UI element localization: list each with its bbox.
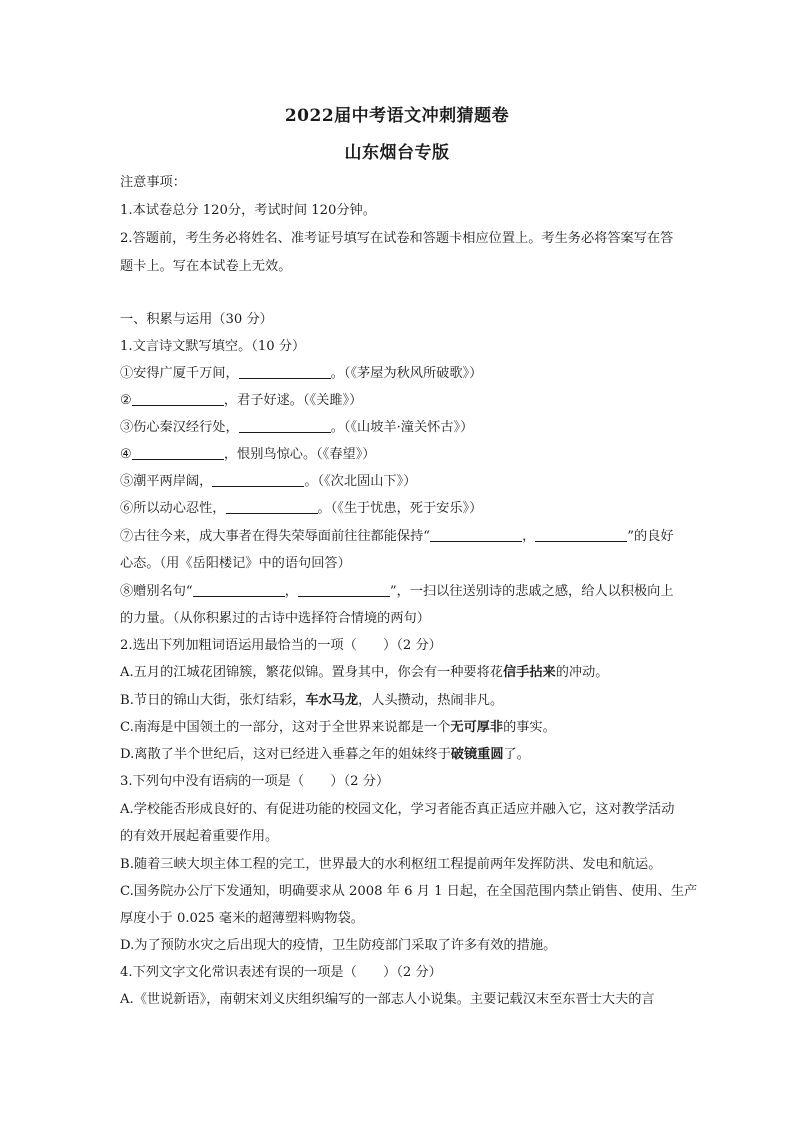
q2-option-b-text: B.节日的锦山大街，张灯结彩， — [120, 693, 306, 708]
exam-subtitle: 山东烟台专版 — [344, 143, 450, 163]
notice-item-2: 2.答题前，考生务必将姓名、准考证号填写在试卷和答题卡相应位置上。考生务必将答案写在答 — [120, 231, 674, 246]
q2-option-d-end: 了。 — [503, 747, 530, 762]
q3-option-c-cont: 厚度小于 0.025 毫米的超薄塑料购物袋。 — [120, 911, 364, 926]
q1-item-8-suffix: ”，一扫以往送别诗的悲戚之感，给人以积极向上 — [389, 584, 674, 599]
q2-option-a — [120, 664, 690, 682]
q1-item-8-cont: 的力量。（从你积累过的古诗中选择符合情境的两句） — [120, 611, 430, 626]
q2-option-d — [120, 746, 690, 764]
q1-item-8-prefix: ⑧赠别名句“ — [120, 584, 193, 599]
question-2-stem: 2.选出下列加粗词语运用最恰当的一项（ ）（2 分） — [120, 638, 442, 653]
q1-item-4-suffix: ，恨别鸟惊心。（《春望》） — [223, 447, 376, 462]
q1-item-5 — [120, 473, 690, 491]
q1-item-1-prefix: ①安得广厦千万间， — [120, 366, 239, 381]
q1-item-6-suffix: 。（《生于忧患，死于安乐》） — [317, 501, 483, 516]
answer-blank[interactable] — [298, 583, 390, 597]
q1-item-7-cont: 心态。（用《岳阳楼记》中的语句回答） — [120, 556, 351, 571]
section-heading: 一、积累与运用（30 分） — [120, 312, 273, 327]
q1-item-7 — [120, 528, 690, 546]
q3-option-c: C.国务院办公厅下发通知，明确要求从 2008 年 6 月 1 日起，在全国范围内禁止销售、使用、生产 — [120, 884, 698, 899]
q1-item-8-sep: ， — [284, 584, 298, 599]
q1-item-8 — [120, 583, 690, 601]
q3-option-b: B.随着三峡大坝主体工程的完工，世界最大的水利枢纽工程提前两年发挥防洪、发电和航运。 — [120, 857, 662, 872]
q2-option-c-text: C.南海是中国领土的一部分，这对于全世界来说都是一个 — [120, 720, 451, 735]
q1-item-3 — [120, 419, 690, 437]
q1-item-3-prefix: ③伤心秦汉经行处， — [120, 420, 239, 435]
notice-item-1: 1.本试卷总分 120分，考试时间 120分钟。 — [120, 203, 376, 218]
q1-item-3-suffix: 。（《山坡羊·潼关怀古》） — [330, 420, 474, 435]
q2-option-b — [120, 692, 690, 710]
answer-blank[interactable] — [226, 500, 318, 514]
q2-option-c — [120, 719, 690, 737]
q1-item-4 — [120, 446, 690, 464]
q2-option-c-bold-word: 无可厚非 — [450, 720, 504, 735]
question-1-stem: 1.文言诗文默写填空。（10 分） — [120, 339, 306, 354]
q2-option-a-text: A.五月的江城花团锦簇，繁花似锦。置身其中，你会有一种要将花 — [120, 665, 503, 680]
q2-option-a-bold-word: 信手拈来 — [502, 665, 556, 680]
q2-option-a-end: 的冲动。 — [555, 665, 609, 680]
exam-title: 2022届中考语文冲刺猜题卷 — [284, 106, 510, 126]
notice-heading: 注意事项： — [120, 175, 186, 190]
answer-blank[interactable] — [430, 528, 522, 542]
answer-blank[interactable] — [239, 419, 331, 433]
q1-item-1-suffix: 。（《茅屋为秋风所破歌》） — [330, 366, 483, 381]
q1-item-1 — [120, 365, 690, 383]
q4-option-a: A.《世说新语》，南朝宋刘义庆组织编写的一部志人小说集。主要记载汉末至东晋士大夫的言 — [120, 992, 655, 1007]
answer-blank[interactable] — [239, 365, 331, 379]
q3-option-a: A.学校能否形成良好的、有促进功能的校园文化，学习者能否真正适应并融入它，这对教学活动 — [120, 802, 675, 817]
question-4-stem: 4.下列文字文化常识表述有误的一项是（ ）（2 分） — [120, 965, 442, 980]
answer-blank[interactable] — [193, 583, 285, 597]
answer-blank[interactable] — [132, 446, 224, 460]
answer-blank[interactable] — [132, 392, 224, 406]
q1-item-4-prefix: ④ — [120, 447, 132, 462]
answer-blank[interactable] — [535, 528, 627, 542]
q1-item-2-prefix: ② — [120, 393, 132, 408]
q2-option-d-text: D.离散了半个世纪后，这对已经进入垂暮之年的姐妹终于 — [120, 747, 451, 762]
q3-option-a-cont: 的有效开展起着重要作用。 — [120, 829, 279, 844]
q1-item-5-prefix: ⑤潮平两岸阔， — [120, 474, 213, 489]
q1-item-5-suffix: 。（《次北固山下》） — [304, 474, 417, 489]
q1-item-7-sep: ， — [522, 529, 536, 544]
q1-item-7-suffix: ”的良好 — [627, 529, 674, 544]
q1-item-6-prefix: ⑥所以动心忍性， — [120, 501, 226, 516]
q2-option-c-end: 的事实。 — [503, 720, 556, 735]
notice-item-2-cont: 题卡上。写在本试卷上无效。 — [120, 259, 292, 274]
q2-option-b-bold-word: 车水马龙 — [305, 693, 359, 708]
q1-item-7-prefix: ⑦古往今来，成大事者在得失荣辱面前往往都能保持“ — [120, 529, 431, 544]
question-3-stem: 3.下列句中没有语病的一项是（ ）（2 分） — [120, 774, 390, 789]
q2-option-d-bold-word: 破镜重圆 — [450, 747, 504, 762]
q1-item-6 — [120, 500, 690, 518]
q1-item-2-suffix: ，君子好逑。（《关雎》） — [223, 393, 363, 408]
q3-option-d: D.为了预防水灾之后出现大的疫情，卫生防疫部门采取了许多有效的措施。 — [120, 938, 557, 953]
q2-option-b-end: ，人头攒动，热闹非凡。 — [358, 693, 504, 708]
answer-blank[interactable] — [212, 473, 304, 487]
q1-item-2 — [120, 392, 690, 410]
